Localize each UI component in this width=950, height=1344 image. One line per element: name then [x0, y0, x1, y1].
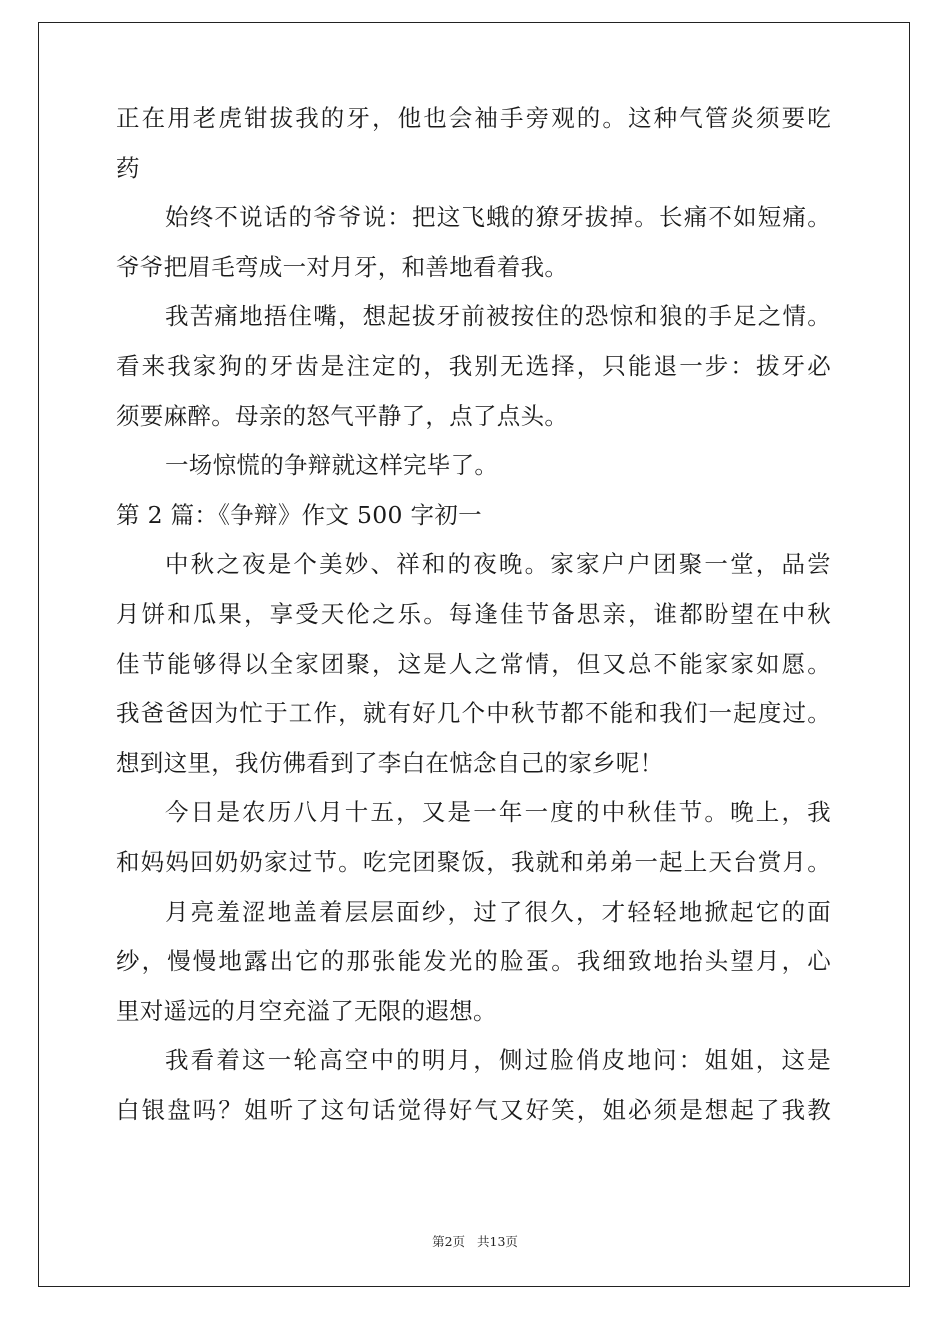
text-line: 看来我家狗的牙齿是注定的，我别无选择，只能退一步：拔牙必: [116, 351, 831, 380]
text-line: 中秋之夜是个美妙、祥和的夜晚。家家户户团聚一堂，品尝: [165, 550, 831, 579]
text-line: 里对遥远的月空充溢了无限的遐想。: [116, 996, 497, 1025]
text-line: 药: [116, 153, 140, 182]
text-line: 和妈妈回奶奶家过节。吃完团聚饭，我就和弟弟一起上天台赏月。: [116, 847, 831, 876]
text-line: 始终不说话的爷爷说：把这飞蛾的獠牙拔掉。长痛不如短痛。: [165, 203, 831, 232]
text-line: 正在用老虎钳拔我的牙，他也会袖手旁观的。这种气管炎须要吃: [116, 104, 831, 132]
page-total: 共13页: [477, 1234, 518, 1249]
text-line: 我爸爸因为忙于工作，就有好几个中秋节都不能和我们一起度过。: [116, 699, 831, 728]
page-footer: [0, 1232, 950, 1250]
text-line: 第 2 篇：《争辩》作文 500 字初一: [116, 500, 482, 529]
text-line: 白银盘吗？姐听了这句话觉得好气又好笑，姐必须是想起了我教: [116, 1095, 831, 1124]
text-line: 一场惊慌的争辩就这样完毕了。: [165, 451, 499, 480]
text-line: 佳节能够得以全家团聚，这是人之常情，但又总不能家家如愿。: [116, 649, 831, 678]
page-number: 第2页: [432, 1234, 466, 1249]
text-line: 须要麻醉。母亲的怒气平静了，点了点头。: [116, 401, 569, 430]
text-line: 想到这里，我仿佛看到了李白在惦念自己的家乡呢！: [116, 748, 664, 777]
text-line: 我看着这一轮高空中的明月，侧过脸俏皮地问：姐姐，这是: [165, 1046, 831, 1075]
text-line: 我苦痛地捂住嘴，想起拔牙前被按住的恐惊和狼的手足之情。: [165, 302, 831, 331]
text-line: 爷爷把眉毛弯成一对月牙，和善地看着我。: [116, 252, 569, 281]
text-line: 纱，慢慢地露出它的那张能发光的脸蛋。我细致地抬头望月，心: [116, 947, 831, 976]
text-line: 今日是农历八月十五，又是一年一度的中秋佳节。晚上，我: [165, 798, 831, 827]
document-body: [116, 94, 831, 1135]
text-line: 月亮羞涩地盖着层层面纱，过了很久，才轻轻地掀起它的面: [165, 897, 831, 926]
text-line: 月饼和瓜果，享受天伦之乐。每逢佳节备思亲，谁都盼望在中秋: [116, 599, 831, 628]
